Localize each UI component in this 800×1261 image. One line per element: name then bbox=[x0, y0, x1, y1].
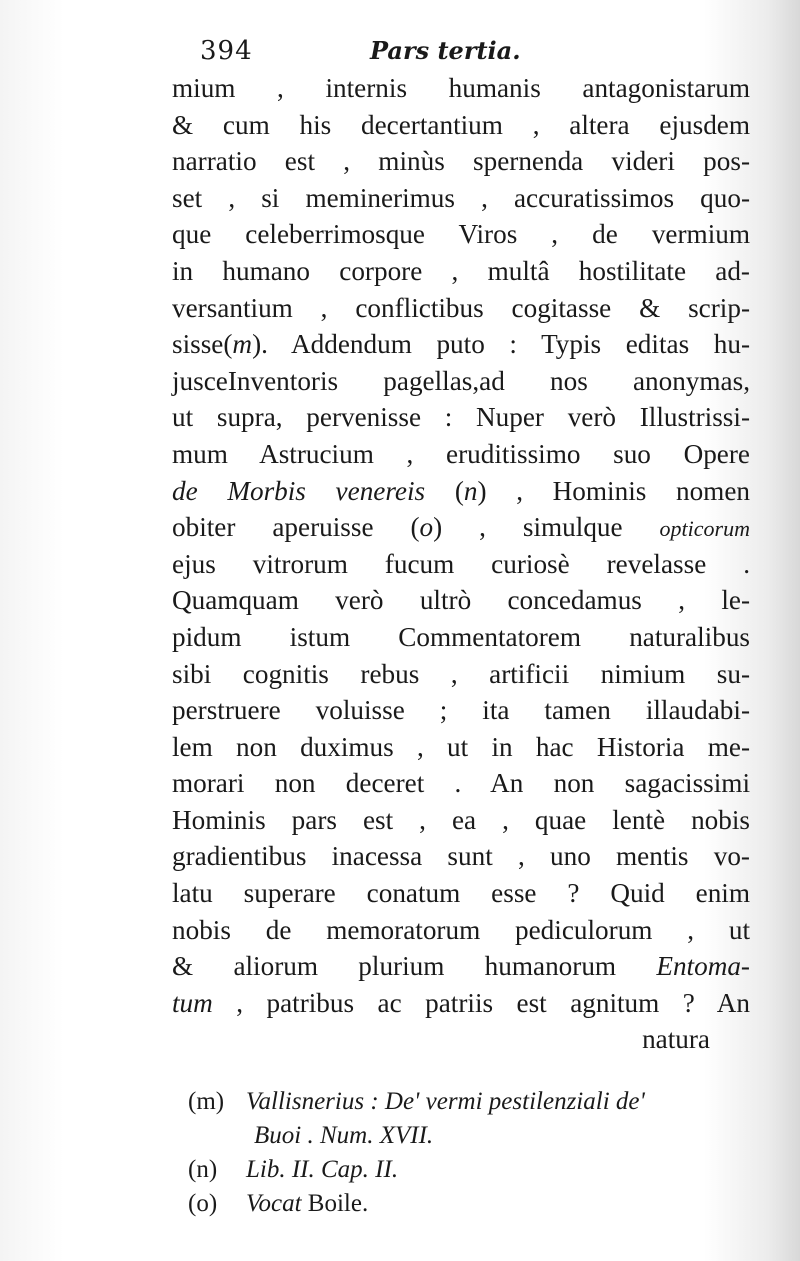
text-run: opticorum bbox=[659, 516, 750, 542]
text-run: pidum istum Commentatorem naturalibus bbox=[172, 621, 750, 652]
text-run: ) , Hominis nomen bbox=[477, 475, 750, 506]
text-run: morari non deceret . An non sagacissimi bbox=[172, 768, 750, 799]
text-run: ) , simulque bbox=[433, 512, 660, 543]
footnote-text: Vallisnerius : De' vermi pestilenziali de' bbox=[246, 1088, 645, 1115]
text-line bbox=[172, 692, 750, 729]
footnote bbox=[188, 1187, 748, 1221]
catchword bbox=[172, 1021, 750, 1058]
text-run: m bbox=[232, 329, 253, 360]
text-run: mum Astrucium , eruditissimo suo Opere bbox=[172, 438, 750, 469]
text-line bbox=[172, 656, 750, 693]
text-line bbox=[172, 143, 750, 180]
text-run: perstruere voluisse ; ita tamen illaudabi- bbox=[172, 695, 750, 726]
text-line bbox=[172, 619, 750, 656]
text-run: versantium , conflictibus cogitasse & scrip- bbox=[172, 292, 750, 323]
text-run: in humano corpore , multâ hostilitate ad- bbox=[172, 255, 750, 286]
text-run: nobis de memoratorum pediculorum , ut bbox=[172, 914, 750, 945]
text-line bbox=[172, 838, 750, 875]
footnotes bbox=[188, 1085, 748, 1221]
text-line bbox=[172, 363, 750, 400]
text-line bbox=[172, 509, 750, 546]
text-line bbox=[172, 473, 750, 510]
text-run: mium , internis humanis antagonistarum bbox=[172, 73, 750, 103]
footnote bbox=[188, 1119, 748, 1153]
text-run: n bbox=[463, 475, 478, 506]
footnote-mark: (o) bbox=[188, 1190, 218, 1217]
text-run: o bbox=[419, 512, 434, 543]
text-line bbox=[172, 765, 750, 802]
text-run: ejus vitrorum fucum curiosè revelasse . bbox=[172, 548, 750, 579]
text-run: de Morbis venereis bbox=[172, 475, 426, 506]
running-title: Pars tertia. bbox=[370, 36, 521, 65]
text-run: narratio est , minùs spernenda videri pos- bbox=[172, 146, 750, 177]
page-header bbox=[200, 32, 560, 72]
text-run: natura bbox=[642, 1024, 710, 1055]
text-run: gradientibus inacessa sunt , uno mentis vo- bbox=[172, 841, 750, 872]
text-run: tum bbox=[172, 987, 213, 1018]
footnote-mark: (n) bbox=[188, 1156, 218, 1183]
text-line bbox=[172, 729, 750, 766]
text-run: Entoma- bbox=[656, 951, 750, 982]
text-line bbox=[172, 253, 750, 290]
text-line bbox=[172, 582, 750, 619]
text-run: ). Addendum puto : Typis editas hu- bbox=[252, 329, 750, 360]
text-line bbox=[172, 912, 750, 949]
text-line bbox=[172, 436, 750, 473]
text-run: ut supra, pervenisse : Nuper verò Illustrissi- bbox=[172, 402, 750, 433]
text-run: jusceInventoris pagellas,ad nos anonymas, bbox=[172, 365, 750, 396]
text-run: & cum his decertantium , altera ejusdem bbox=[172, 109, 750, 140]
text-line bbox=[172, 875, 750, 912]
text-line bbox=[172, 802, 750, 839]
text-line bbox=[172, 290, 750, 327]
text-run: & aliorum plurium humanorum bbox=[172, 951, 657, 982]
text-line bbox=[172, 326, 750, 363]
text-run: latu superare conatum esse ? Quid enim bbox=[172, 878, 750, 909]
text-line bbox=[172, 70, 750, 107]
text-line bbox=[172, 546, 750, 583]
text-line bbox=[172, 948, 750, 985]
footnote bbox=[188, 1085, 748, 1119]
text-line bbox=[172, 985, 750, 1022]
text-run: Quamquam verò ultrò concedamus , le- bbox=[172, 585, 750, 616]
text-run: lem non duximus , ut in hac Historia me- bbox=[172, 731, 750, 762]
footnote-text: Vocat bbox=[246, 1190, 302, 1217]
text-line bbox=[172, 180, 750, 217]
footnote-mark: (m) bbox=[188, 1088, 225, 1115]
footnote-text-plain: Boile. bbox=[301, 1190, 369, 1217]
text-run: obiter aperuisse ( bbox=[172, 512, 420, 543]
body-text bbox=[172, 70, 750, 1058]
text-line bbox=[172, 216, 750, 253]
text-run: , patribus ac patriis est agnitum ? An bbox=[212, 987, 750, 1018]
footnote-text: Buoi . Num. XVII. bbox=[254, 1122, 434, 1149]
text-run: sisse( bbox=[172, 329, 233, 360]
text-run: sibi cognitis rebus , artificii nimium su- bbox=[172, 658, 750, 689]
page-number: 394 bbox=[200, 36, 253, 66]
text-run: Hominis pars est , ea , quae lentè nobis bbox=[172, 804, 750, 835]
footnote-text: Lib. II. Cap. II. bbox=[246, 1156, 399, 1183]
text-line bbox=[172, 399, 750, 436]
text-run: set , si meminerimus , accuratissimos quo- bbox=[172, 182, 750, 213]
footnote bbox=[188, 1153, 748, 1187]
text-run: que celeberrimosque Viros , de vermium bbox=[172, 219, 750, 250]
text-run: ( bbox=[425, 475, 464, 506]
text-line bbox=[172, 107, 750, 144]
